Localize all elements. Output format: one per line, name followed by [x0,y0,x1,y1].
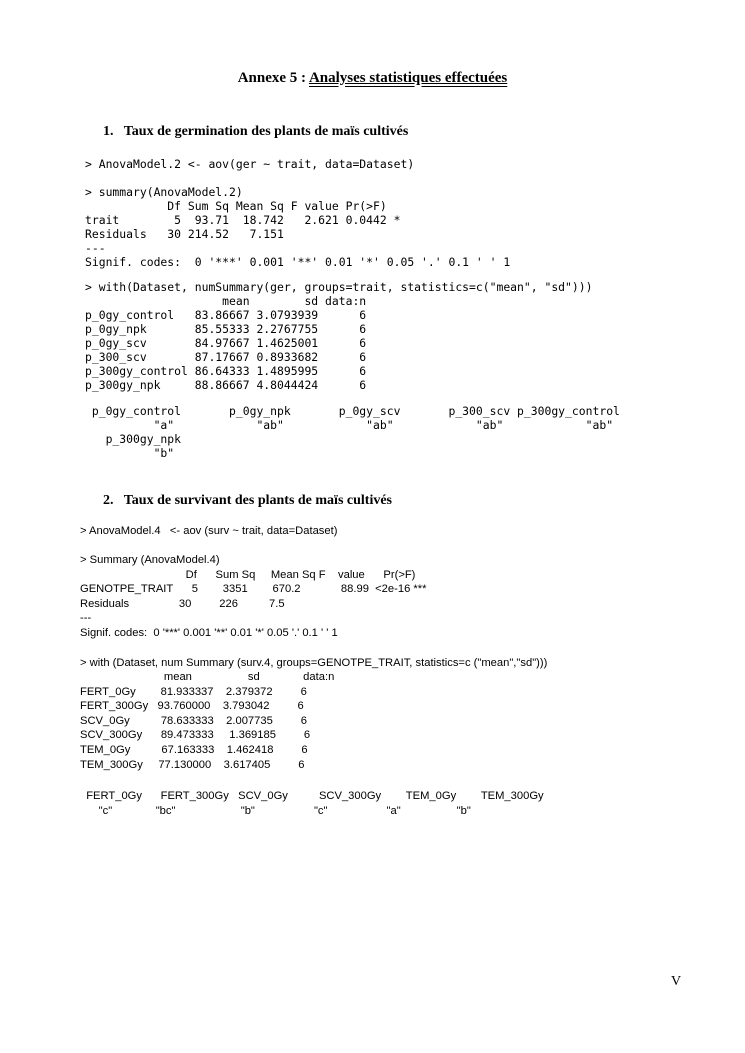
section2-anova-command: > AnovaModel.4 <- aov (surv ~ trait, data=Dataset) [80,525,338,537]
section2-summary-output: > Summary (AnovaModel.4) Df Sum Sq Mean Sq F value Pr(>F) GENOTPE_TRAIT 5 3351 670.2 88.99 <2e-16 *** Residuals 30 226 7.5 --- Signif. codes: 0 '***' 0.001 '**' 0.01 '*' 0.05 '.' 0.1 ' ' 1 [80,554,427,639]
section2-with-command: > with (Dataset, num Summary (surv.4, groups=GENOTPE_TRAIT, statistics=c ("mean","sd"))) [80,657,548,669]
section2-heading: 2. Taux de survivant des plants de maïs cultivés [103,493,392,508]
section1-anova-command: > AnovaModel.2 <- aov(ger ~ trait, data=Dataset) [85,157,415,171]
section1-stats-table: mean sd data:n p_0gy_control 83.86667 3.0793939 6 p_0gy_npk 85.55333 2.2767755 6 p_0gy_scv 84.97667 1.4625001 6 p_300_scv 87.17667 0.8933682 6 p_300gy_control 86.64333 1.4895995 6 p_300gy_npk 88.86667 4.8044424 6 [85,294,367,392]
title-underlined: Analyses statistiques effectuées [308,70,508,86]
section1-with-command: > with(Dataset, numSummary(ger, groups=trait, statistics=c("mean", "sd"))) [85,280,593,294]
section2-groups: FERT_0Gy FERT_300Gy SCV_0Gy SCV_300Gy TEM_0Gy TEM_300Gy "c" "bc" "b" "c" "a" "b" [86,790,544,817]
section2-stats-table: mean sd data:n FERT_0Gy 81.933337 2.379372 6 FERT_300Gy 93.760000 3.793042 6 SCV_0Gy 78.633333 2.007735 6 SCV_300Gy 89.473333 1.369185 6 TEM_0Gy 67.163333 1.462418 6 TEM_300Gy 77.130000 3.617405 6 [80,671,335,771]
section1-groups: p_0gy_control p_0gy_npk p_0gy_scv p_300_scv p_300gy_control "a" "ab" "ab" "ab" "ab" p_300gy_npk "b" [91,404,620,460]
page-title [0,70,745,87]
page-number: V [671,974,682,989]
title-prefix: Annexe 5 : [237,70,309,86]
section1-summary-output: > summary(AnovaModel.2) Df Sum Sq Mean Sq F value Pr(>F) trait 5 93.71 18.742 2.621 0.0442 * Residuals 30 214.52 7.151 --- Signif. codes: 0 '***' 0.001 '**' 0.01 '*' 0.05 '.' 0.1 ' ' 1 [85,185,511,269]
section1-heading: 1. Taux de germination des plants de maïs cultivés [103,124,409,139]
